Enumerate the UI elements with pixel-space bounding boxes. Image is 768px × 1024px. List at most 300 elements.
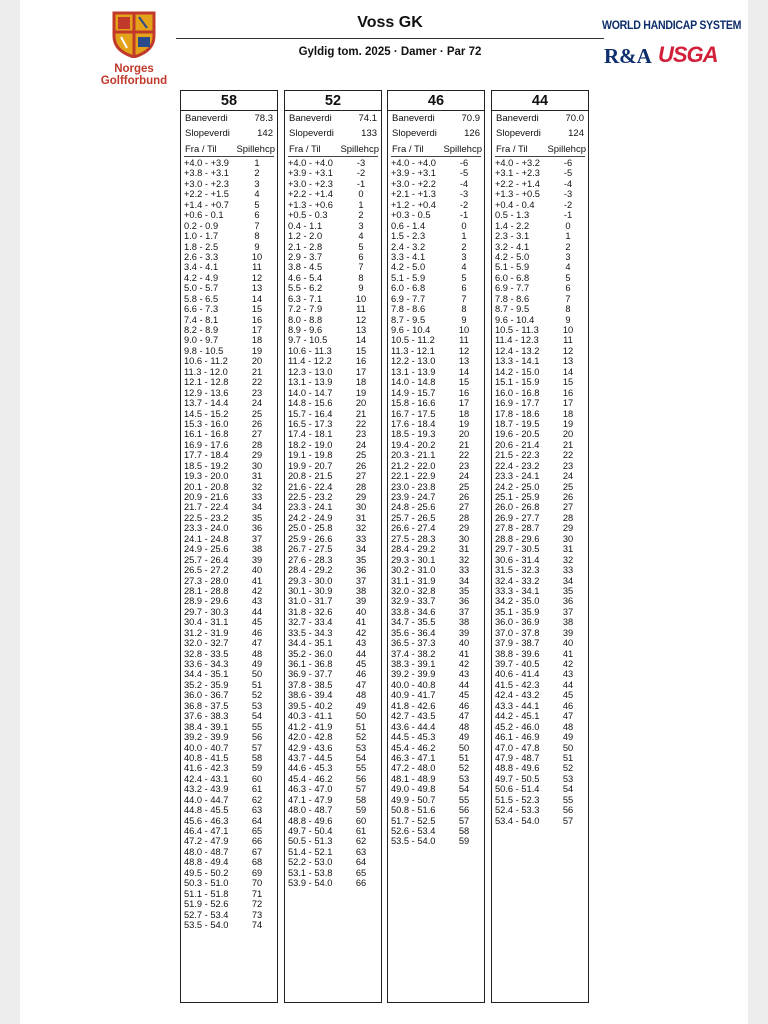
hcp-range: 18.5 - 19.2	[184, 460, 229, 471]
playing-hcp: 55	[562, 794, 574, 805]
playing-hcp: 32	[251, 481, 263, 492]
hcp-range: +1.3 - +0.5	[495, 189, 540, 200]
playing-hcp: 1	[565, 231, 571, 242]
table-row	[388, 722, 484, 732]
hcp-range: 4.2 - 5.0	[495, 251, 530, 262]
table-row	[181, 576, 277, 586]
table-row	[388, 711, 484, 721]
playing-hcp: 5	[565, 272, 571, 283]
table-row	[181, 617, 277, 627]
hcp-range: +3.1 - +2.3	[495, 168, 540, 179]
hcp-range: +4.0 - +4.0	[391, 158, 436, 168]
slope-row	[285, 126, 381, 141]
table-row	[285, 502, 381, 512]
playing-hcp: -2	[459, 199, 469, 210]
playing-hcp: 35	[562, 585, 574, 596]
playing-hcp: 30	[355, 502, 367, 513]
playing-hcp: 14	[458, 366, 470, 377]
table-row	[181, 294, 277, 304]
playing-hcp-header: Spillehcp	[547, 144, 586, 155]
playing-hcp: 4	[358, 231, 364, 242]
table-row	[285, 628, 381, 638]
playing-hcp: 52	[355, 732, 367, 743]
table-row	[181, 168, 277, 178]
tee-name: 52	[285, 91, 381, 111]
table-row	[285, 586, 381, 596]
hcp-range: 44.2 - 45.1	[495, 711, 540, 722]
table-row	[181, 482, 277, 492]
table-row	[181, 242, 277, 252]
hcp-range: 6.0 - 6.8	[391, 283, 426, 294]
hcp-range: 48.8 - 49.6	[495, 763, 540, 774]
playing-hcp: 44	[562, 679, 574, 690]
hcp-range: 14.2 - 15.0	[495, 366, 540, 377]
hcp-range: 13.1 - 13.9	[391, 366, 436, 377]
playing-hcp: 26	[562, 492, 574, 502]
playing-hcp: 68	[251, 857, 263, 868]
playing-hcp: 64	[355, 857, 367, 868]
ngf-shield-icon	[111, 10, 157, 58]
playing-hcp: 21	[355, 408, 367, 419]
table-row	[492, 273, 588, 283]
hcp-range: 8.2 - 8.9	[184, 325, 219, 335]
playing-hcp: 72	[251, 899, 263, 910]
hcp-range: 16.5 - 17.3	[288, 418, 333, 429]
playing-hcp: 19	[251, 345, 263, 356]
hcp-range: 48.8 - 49.4	[184, 857, 229, 868]
hcp-range: 45.4 - 46.2	[288, 773, 333, 784]
playing-hcp: 33	[251, 492, 263, 502]
playing-hcp: 2	[358, 210, 364, 221]
playing-hcp: 22	[562, 450, 574, 461]
playing-hcp: 56	[562, 805, 574, 816]
playing-hcp: 16	[562, 387, 574, 398]
playing-hcp: 49	[562, 732, 574, 743]
ra-logo: R&A	[604, 44, 652, 68]
table-row	[285, 878, 381, 888]
playing-hcp: 56	[458, 805, 470, 816]
table-row	[181, 377, 277, 387]
hcp-range: 9.7 - 10.5	[288, 335, 328, 346]
playing-hcp: 10	[251, 251, 263, 262]
playing-hcp: 10	[458, 325, 470, 335]
playing-hcp: 15	[251, 304, 263, 315]
playing-hcp: 50	[251, 669, 263, 680]
table-row	[181, 513, 277, 523]
playing-hcp: 25	[562, 481, 574, 492]
course-rating-value: 78.3	[254, 113, 273, 124]
table-row	[388, 732, 484, 742]
playing-hcp: 35	[251, 512, 263, 523]
table-row	[492, 805, 588, 815]
hcp-range: 27.6 - 28.3	[288, 554, 333, 565]
playing-hcp: 41	[562, 648, 574, 659]
playing-hcp: 11	[252, 262, 262, 273]
table-row	[492, 283, 588, 293]
playing-hcp: 29	[458, 523, 470, 534]
playing-hcp: 10	[355, 293, 367, 304]
hcp-range: 16.0 - 16.8	[495, 387, 540, 398]
hcp-range: 6.9 - 7.7	[391, 293, 426, 304]
course-rating-row	[181, 111, 277, 126]
playing-hcp: 31	[458, 544, 470, 555]
table-row	[492, 753, 588, 763]
hcp-range: +3.0 - +2.3	[184, 178, 229, 189]
table-row	[388, 221, 484, 231]
hcp-range: 9.0 - 9.7	[184, 335, 219, 346]
hcp-range: 0.4 - 1.1	[288, 220, 323, 231]
playing-hcp: 38	[251, 544, 263, 555]
hcp-range: 30.2 - 31.0	[391, 565, 436, 576]
table-row	[388, 242, 484, 252]
table-row	[181, 889, 277, 899]
table-row	[492, 565, 588, 575]
table-row	[285, 283, 381, 293]
table-row	[285, 221, 381, 231]
table-row	[285, 576, 381, 586]
hcp-range: 1.0 - 1.7	[184, 231, 219, 242]
table-row	[181, 231, 277, 241]
playing-hcp: 16	[458, 387, 470, 398]
table-row	[181, 461, 277, 471]
table-row	[285, 304, 381, 314]
slope-value: 124	[568, 128, 584, 139]
hcp-range: 45.6 - 46.3	[184, 815, 229, 826]
table-row	[181, 210, 277, 220]
hcp-range: 50.6 - 51.4	[495, 784, 540, 795]
table-row	[388, 544, 484, 554]
hcp-rows	[388, 157, 484, 847]
playing-hcp: 20	[355, 398, 367, 409]
playing-hcp: 7	[461, 293, 467, 304]
table-row	[492, 304, 588, 314]
playing-hcp: 1	[461, 231, 467, 242]
playing-hcp: 19	[562, 418, 574, 429]
hcp-range: +3.0 - +2.2	[391, 178, 436, 189]
hcp-range: 36.8 - 37.5	[184, 700, 229, 711]
hcp-range: 23.0 - 23.8	[391, 481, 436, 492]
playing-hcp: 43	[251, 596, 263, 607]
hcp-range: 1.4 - 2.2	[495, 220, 530, 231]
hcp-range: 2.4 - 3.2	[391, 241, 426, 252]
playing-hcp: 57	[355, 784, 367, 795]
playing-hcp: 37	[562, 606, 574, 617]
hcp-range: 37.8 - 38.5	[288, 679, 333, 690]
org-name-line2: Golfforbund	[100, 75, 168, 87]
table-row	[181, 262, 277, 272]
title-block	[176, 14, 604, 58]
hcp-range: 29.7 - 30.3	[184, 606, 229, 617]
hcp-range: 11.3 - 12.1	[391, 345, 435, 356]
table-row	[285, 158, 381, 168]
table-row	[388, 836, 484, 846]
hcp-range: 51.7 - 52.5	[391, 815, 436, 826]
hcp-range: 22.5 - 23.2	[184, 512, 229, 523]
table-row	[388, 283, 484, 293]
playing-hcp: 32	[458, 554, 470, 565]
playing-hcp: 47	[355, 679, 367, 690]
table-row	[492, 262, 588, 272]
hcp-range: 4.2 - 5.0	[391, 262, 426, 273]
playing-hcp: 42	[458, 659, 470, 669]
hcp-range: 7.8 - 8.6	[495, 293, 530, 304]
table-row	[181, 356, 277, 366]
table-row	[492, 795, 588, 805]
playing-hcp: 25	[355, 450, 367, 461]
hcp-range: 45.2 - 46.0	[495, 721, 540, 732]
playing-hcp: 47	[251, 638, 263, 649]
table-row	[492, 179, 588, 189]
ngf-logo	[90, 10, 178, 90]
tee-column-46	[387, 90, 485, 1003]
hcp-range: 19.3 - 20.0	[184, 471, 229, 482]
playing-hcp: 7	[254, 220, 260, 231]
playing-hcp: 60	[251, 773, 263, 784]
table-row	[492, 607, 588, 617]
playing-hcp: 37	[251, 533, 263, 544]
playing-hcp: 30	[458, 533, 470, 544]
playing-hcp: 34	[458, 575, 470, 586]
hcp-range: 48.8 - 49.6	[288, 815, 333, 826]
hcp-range: 27.8 - 28.7	[495, 523, 540, 534]
table-row	[492, 555, 588, 565]
tee-column-58	[180, 90, 278, 1003]
playing-hcp: 45	[355, 659, 367, 669]
playing-hcp: 4	[565, 262, 571, 273]
table-row	[492, 711, 588, 721]
hcp-range: 25.9 - 26.6	[288, 533, 333, 544]
table-row	[492, 388, 588, 398]
hcp-range: 24.1 - 24.8	[184, 533, 229, 544]
table-row	[492, 523, 588, 533]
table-row	[388, 774, 484, 784]
playing-hcp: 6	[461, 283, 467, 294]
playing-hcp: 40	[355, 606, 367, 617]
hcp-range: 34.7 - 35.5	[391, 617, 436, 628]
playing-hcp: 22	[458, 450, 470, 461]
hcp-range: +3.9 - +3.1	[391, 168, 436, 179]
table-row	[492, 743, 588, 753]
playing-hcp: 34	[562, 575, 574, 586]
table-row	[388, 795, 484, 805]
hcp-range: 47.2 - 47.9	[184, 836, 229, 847]
table-row	[285, 523, 381, 533]
table-row	[492, 784, 588, 794]
playing-hcp: 2	[254, 168, 260, 179]
table-row	[388, 513, 484, 523]
table-row	[285, 482, 381, 492]
table-row	[181, 784, 277, 794]
playing-hcp: 34	[251, 502, 263, 513]
table-row	[388, 565, 484, 575]
playing-hcp: 58	[251, 752, 263, 763]
hcp-range: 50.3 - 51.0	[184, 878, 229, 889]
table-row	[388, 784, 484, 794]
playing-hcp: 59	[355, 805, 367, 816]
range-header: Fra / Til	[289, 144, 321, 155]
playing-hcp: 36	[562, 596, 574, 607]
column-header-row	[285, 144, 381, 155]
hcp-range: 29.7 - 30.5	[495, 544, 540, 555]
table-row	[181, 680, 277, 690]
hcp-range: 43.7 - 44.5	[288, 752, 333, 763]
table-row	[285, 189, 381, 199]
table-row	[285, 732, 381, 742]
hcp-rows	[181, 157, 277, 930]
hcp-range: 12.2 - 13.0	[391, 356, 436, 367]
hcp-range: 30.1 - 30.9	[288, 585, 333, 596]
playing-hcp: 13	[251, 283, 263, 294]
hcp-range: 2.6 - 3.3	[184, 251, 219, 262]
table-row	[181, 743, 277, 753]
column-header-row	[388, 144, 484, 155]
hcp-range: 53.1 - 53.8	[288, 867, 333, 878]
table-row	[492, 158, 588, 168]
table-row	[285, 231, 381, 241]
hcp-range: 30.4 - 31.1	[184, 617, 229, 628]
hcp-range: 18.2 - 19.0	[288, 439, 333, 450]
playing-hcp: 49	[355, 700, 367, 711]
table-row	[285, 816, 381, 826]
hcp-range: 0.2 - 0.9	[184, 220, 219, 231]
hcp-range: +0.4 - 0.4	[495, 199, 535, 210]
playing-hcp: 49	[458, 732, 470, 743]
hcp-range: 1.5 - 2.3	[391, 231, 426, 242]
hcp-range: 44.6 - 45.3	[288, 763, 333, 774]
hcp-range: 8.9 - 9.6	[288, 325, 323, 335]
playing-hcp: 3	[461, 251, 467, 262]
hcp-range: 10.5 - 11.3	[495, 325, 539, 335]
table-row	[285, 168, 381, 178]
table-row	[388, 419, 484, 429]
hcp-range: 37.0 - 37.8	[495, 627, 540, 638]
range-header: Fra / Til	[185, 144, 217, 155]
hcp-range: 37.6 - 38.3	[184, 711, 229, 722]
hcp-range: 12.1 - 12.8	[184, 377, 229, 388]
hcp-range: 14.0 - 14.8	[391, 377, 436, 388]
table-row	[388, 576, 484, 586]
playing-hcp: 69	[251, 867, 263, 878]
course-rating-row	[492, 111, 588, 126]
hcp-range: 39.7 - 40.5	[495, 659, 540, 669]
course-rating-label: Baneverdi	[289, 113, 332, 124]
hcp-range: 52.6 - 53.4	[391, 826, 436, 836]
table-row	[181, 335, 277, 345]
playing-hcp: 37	[458, 606, 470, 617]
hcp-range: 47.1 - 47.9	[288, 794, 333, 805]
club-name: Voss GK	[176, 14, 604, 39]
hcp-rows	[285, 157, 381, 889]
table-row	[181, 304, 277, 314]
table-row	[181, 722, 277, 732]
hcp-range: 16.7 - 17.5	[391, 408, 436, 419]
table-row	[181, 732, 277, 742]
hcp-range: 26.6 - 27.4	[391, 523, 436, 534]
hcp-range: 6.0 - 6.8	[495, 272, 530, 283]
hcp-range: 38.8 - 39.6	[495, 648, 540, 659]
table-row	[388, 482, 484, 492]
playing-hcp: 18	[251, 335, 263, 346]
slope-value: 133	[361, 128, 377, 139]
hcp-range: 31.2 - 31.9	[184, 627, 229, 638]
playing-hcp: 71	[251, 888, 263, 899]
table-row	[492, 367, 588, 377]
playing-hcp: 9	[254, 241, 260, 252]
table-row	[285, 680, 381, 690]
table-row	[492, 325, 588, 335]
playing-hcp: -6	[563, 158, 573, 168]
table-row	[181, 555, 277, 565]
table-row	[285, 440, 381, 450]
table-row	[388, 440, 484, 450]
hcp-range: 3.8 - 4.5	[288, 262, 323, 273]
table-row	[181, 221, 277, 231]
playing-hcp: 6	[254, 210, 260, 221]
course-rating-value: 70.0	[565, 113, 584, 124]
playing-hcp: 1	[254, 158, 260, 168]
hcp-range: 49.9 - 50.7	[391, 794, 436, 805]
table-row	[285, 784, 381, 794]
hcp-range: 13.7 - 14.4	[184, 398, 229, 409]
course-rating-row	[285, 111, 381, 126]
table-row	[285, 607, 381, 617]
hcp-range: 21.5 - 22.3	[495, 450, 540, 461]
table-row	[181, 847, 277, 857]
playing-hcp: 46	[355, 669, 367, 680]
playing-hcp: 7	[358, 262, 364, 273]
table-row	[388, 471, 484, 481]
hcp-range: 41.8 - 42.6	[391, 700, 436, 711]
table-row	[181, 419, 277, 429]
hcp-range: 53.4 - 54.0	[495, 815, 540, 826]
hcp-range: +1.3 - +0.6	[288, 199, 333, 210]
table-row	[285, 450, 381, 460]
hcp-range: 32.4 - 33.2	[495, 575, 540, 586]
playing-hcp: 67	[251, 846, 263, 857]
playing-hcp: 52	[562, 763, 574, 774]
playing-hcp: 38	[458, 617, 470, 628]
playing-hcp: 44	[251, 606, 263, 617]
playing-hcp: 43	[458, 669, 470, 680]
hcp-range: 11.4 - 12.3	[495, 335, 539, 346]
playing-hcp: 5	[254, 199, 260, 210]
playing-hcp: 23	[562, 460, 574, 471]
playing-hcp: 56	[355, 773, 367, 784]
playing-hcp: 19	[458, 418, 470, 429]
hcp-range: 32.7 - 33.4	[288, 617, 333, 628]
tee-name: 44	[492, 91, 588, 111]
hcp-range: 53.5 - 54.0	[184, 919, 229, 930]
hcp-range: 40.9 - 41.7	[391, 690, 436, 701]
hcp-range: 40.8 - 41.5	[184, 752, 229, 763]
playing-hcp: 45	[251, 617, 263, 628]
table-row	[492, 680, 588, 690]
hcp-range: 44.5 - 45.3	[391, 732, 436, 743]
hcp-range: 6.3 - 7.1	[288, 293, 323, 304]
playing-hcp: 66	[251, 836, 263, 847]
table-row	[285, 242, 381, 252]
table-row	[388, 534, 484, 544]
playing-hcp: 16	[251, 314, 263, 325]
playing-hcp: 34	[355, 544, 367, 555]
hcp-range: 18.5 - 19.3	[391, 429, 436, 440]
playing-hcp: -3	[356, 158, 366, 168]
playing-hcp: -2	[563, 199, 573, 210]
playing-hcp: 56	[251, 732, 263, 743]
playing-hcp: 44	[355, 648, 367, 659]
column-header-row	[492, 144, 588, 155]
playing-hcp: 39	[562, 627, 574, 638]
